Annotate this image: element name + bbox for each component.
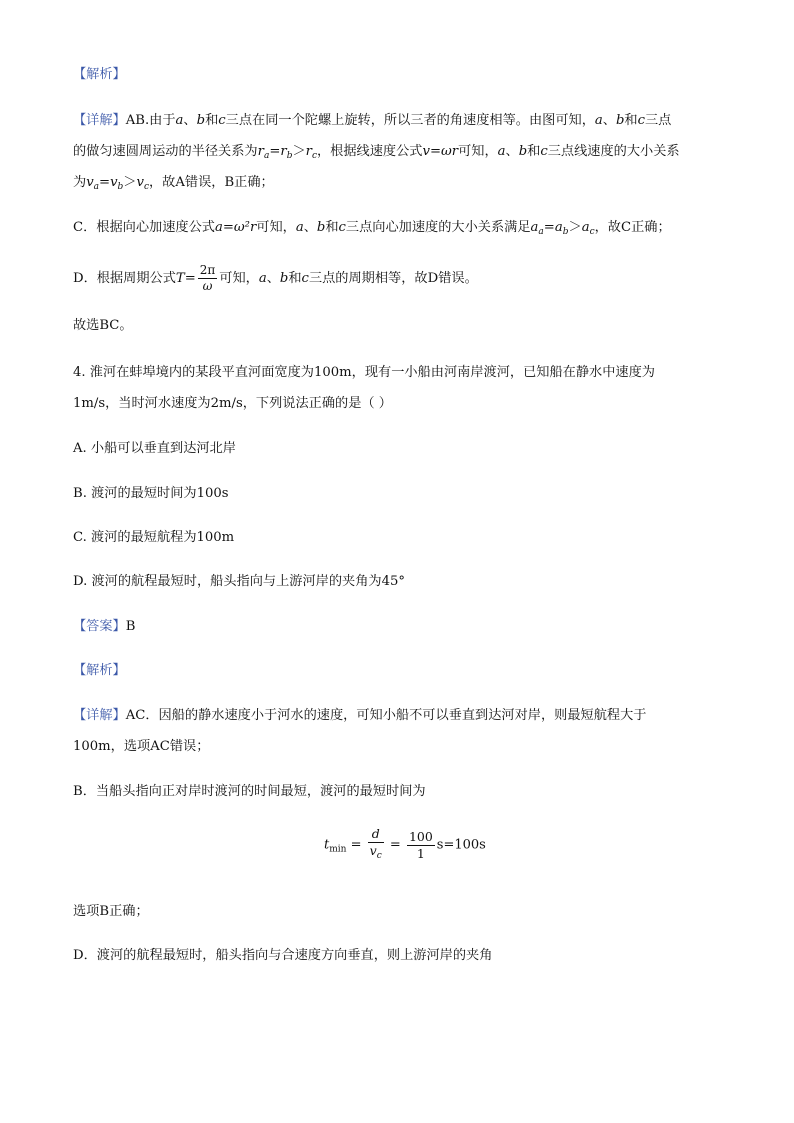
min-time-formula: $t_{min}$ = $\frac{d}{v_c}$ = $\frac{100}{1}$ s=100s — [324, 826, 486, 864]
distance-over-velocity-fraction: $\frac{d}{v_c}$ — [368, 826, 384, 864]
q3-detail-line-1: 【详解】AB.由于a、b和c三点在同一个陀螺上旋转，所以三者的角速度相等。由图可知，a、b和c三点 — [73, 113, 672, 128]
detail-label-2: 【详解】 — [73, 708, 126, 723]
q3-option-c-explanation: C．根据向心加速度公式a=ω²r可知，a、b和c三点向心加速度的大小关系满足$a_a=a_b>a_c$，故C正确； — [73, 220, 671, 237]
answer-value: B — [125, 619, 136, 634]
q4-detail-ac-line-2: 100m，选项AC错误； — [73, 739, 210, 754]
q4-stem-line-1: 4. 淮河在蚌埠境内的某段平直河面宽度为100m，现有一小船由河南岸渡河，已知船在静水中速度为 — [73, 365, 655, 380]
q4-option-d: D. 渡河的航程最短时，船头指向与上游河岸的夹角为45° — [73, 574, 405, 589]
q4-answer — [73, 618, 135, 636]
q4-option-a: A. 小船可以垂直到达河北岸 — [73, 441, 236, 456]
period-fraction: $\frac{2\pi}{\omega}$ — [199, 263, 216, 293]
section-label-analysis: 【解析】 — [73, 67, 126, 82]
detail-label: 【详解】 — [73, 113, 126, 128]
q4-detail-ac-line-1: 【详解】AC．因船的静水速度小于河水的速度，可知小船不可以垂直到达河对岸，则最短航程大于 — [73, 708, 647, 723]
q4-option-b: B. 渡河的最短时间为100s — [73, 486, 229, 501]
q3-detail-line-2: 的做匀速圆周运动的半径关系为$r_a=r_b>r_c$，根据线速度公式v=ωr可知，a、b和c三点线速度的大小关系 — [73, 144, 680, 161]
q3-option-d-explanation: D．根据周期公式T= $\frac{2\pi}{\omega}$ 可知，a、b和c三点的周期相等，故D错误。 — [73, 263, 478, 293]
q4-detail-b-line-1: B．当船头指向正对岸时渡河的时间最短，渡河的最短时间为 — [73, 784, 426, 799]
q4-detail-b-line-2: 选项B正确； — [73, 904, 149, 919]
q4-detail-d-line-1: D．渡河的航程最短时，船头指向与合速度方向垂直，则上游河岸的夹角 — [73, 948, 493, 963]
numeric-fraction: $\frac{100}{1}$ — [408, 828, 433, 861]
answer-label: 【答案】 — [73, 619, 126, 634]
section-label-analysis-2: 【解析】 — [73, 663, 126, 678]
q3-detail-line-3: 为$v_a=v_b>v_c$，故A错误，B正确； — [73, 175, 274, 192]
q4-option-c: C. 渡河的最短航程为100m — [73, 530, 235, 545]
q3-conclusion: 故选BC。 — [73, 318, 133, 333]
q4-stem-line-2: 1m/s，当时河水速度为2m/s，下列说法正确的是（ ） — [73, 396, 392, 411]
